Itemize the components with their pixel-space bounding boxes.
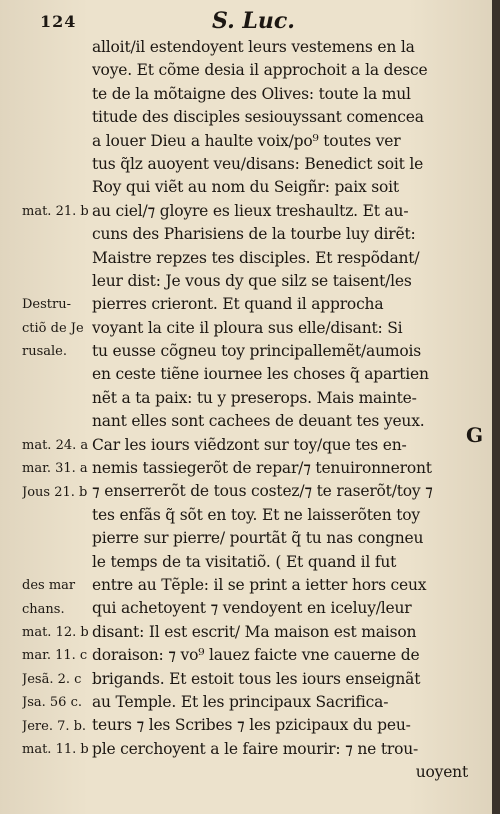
text-line: tes enfãs q̃ sõt en toy. Et ne laisserõten toy — [92, 505, 420, 524]
margin-note: Destru- — [22, 297, 71, 313]
text-line: nẽt a ta paix: tu y preserops. Mais mainte- — [92, 388, 417, 407]
text-line: leur dist: Je vous dy que silz se taisent/les — [92, 271, 412, 290]
text-line: Maistre repzes tes disciples. Et respõdant/ — [92, 248, 420, 267]
text-line: le temps de ta visitatiõ. ( Et quand il fut — [92, 552, 397, 571]
margin-note: mat. 24. a — [22, 437, 89, 453]
text-line: Roy qui viẽt au nom du Seigñr: paix soit — [92, 178, 399, 197]
text-line: tus q̃lz auoyent veu/disans: Benedict soit le — [92, 154, 424, 173]
margin-note: Jere. 7. b. — [22, 718, 87, 734]
text-line: voyant la cite il ploura sus elle/disant: Si — [92, 318, 403, 337]
text-line: tu eusse cõgneu toy principallemẽt/aumois — [92, 342, 421, 361]
margin-note: Jsa. 56 c. — [22, 695, 82, 711]
margin-note: mat. 21. b — [22, 203, 89, 219]
text-line: pierres crieront. Et quand il approcha — [92, 295, 384, 314]
margin-note: mar. 31. a — [22, 461, 88, 477]
margin-note: mar. 11. c — [22, 648, 88, 664]
margin-note: mat. 12. b — [22, 625, 89, 640]
text-line: au ciel/⁊ gloyre es lieux treshaultz. Et au- — [92, 201, 409, 220]
margin-note: mat. 11. b — [22, 742, 89, 757]
text-line: a louer Dieu a haulte voix/po⁹ toutes ver — [92, 131, 401, 150]
running-title: S. Luc. — [212, 8, 295, 34]
text-line: doraison: ⁊ vo⁹ lauez faicte vne cauerne de — [92, 646, 420, 665]
page-header — [0, 6, 496, 32]
text-line: cuns des Pharisiens de la tourbe luy dirẽt: — [92, 225, 416, 244]
text-line: pierre sur pierre/ pourtãt q̃ tu nas congneu — [92, 529, 424, 548]
margin-note: ctiõ de Je — [22, 320, 84, 336]
text-line: nant elles sont cachees de deuant tes yeux. — [92, 412, 425, 431]
text-line: alloit/il estendoyent leurs vestemens en la — [92, 38, 415, 56]
right-margin-section-mark: G — [466, 423, 484, 447]
text-line: voye. Et cõme desia il approchoit a la desce — [92, 61, 428, 80]
margin-note: des mar — [22, 578, 76, 594]
page-edge-shadow — [492, 0, 500, 814]
text-line: qui achetoyent ⁊ vendoyent en iceluy/leur — [92, 599, 412, 618]
text-line: en ceste tiẽne iournee les choses q̃ apartien — [92, 365, 429, 384]
text-line: te de la mõtaigne des Olives: toute la mul — [92, 84, 411, 103]
main-text-block — [92, 36, 468, 785]
text-line: teurs ⁊ les Scribes ⁊ les pzicipaux du peu- — [92, 716, 411, 735]
text-line: brigands. Et estoit tous les iours enseignãt — [92, 669, 421, 688]
text-line: au Temple. Et les principaux Sacrifica- — [92, 692, 389, 711]
catchword: uoyent — [415, 763, 468, 782]
margin-note: Jesã. 2. c — [22, 671, 82, 687]
page-number: 124 — [40, 12, 77, 31]
text-line: titude des disciples sesiouyssant comencea — [92, 108, 424, 127]
text-line: Car les iours viẽdzont sur toy/que tes en- — [92, 435, 407, 454]
margin-note: Jous 21. b — [22, 484, 88, 500]
text-line: nemis tassiegerõt de repar/⁊ tenuironneront — [92, 459, 432, 478]
text-line: disant: Il est escrit/ Ma maison est maison — [92, 622, 417, 641]
margin-note: chans. — [22, 601, 65, 617]
text-line: ⁊ enserrerõt de tous costez/⁊ te raserõt/toy ⁊ — [92, 482, 433, 501]
margin-note: rusale. — [22, 344, 67, 360]
text-line: entre au Tẽple: il se print a ietter hors ceux — [92, 575, 427, 594]
text-line: ple cerchoyent a le faire mourir: ⁊ ne trou- — [92, 739, 419, 758]
